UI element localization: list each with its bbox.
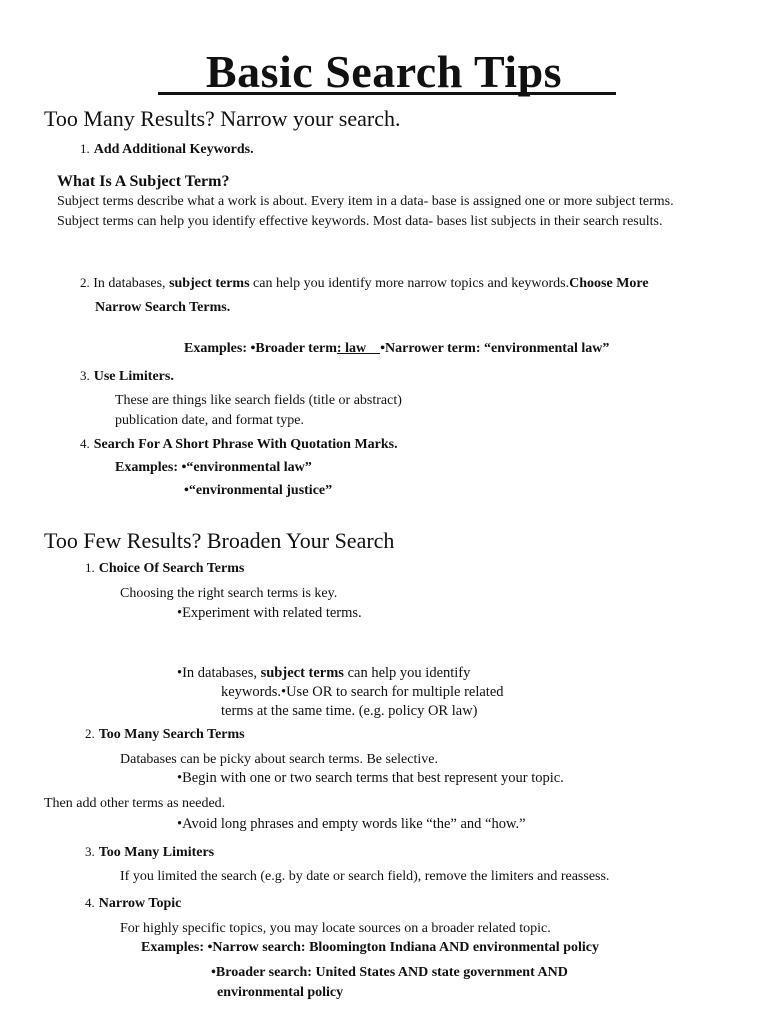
list-item [85, 725, 245, 744]
item-number: 2. [80, 275, 90, 290]
list-item [85, 843, 214, 862]
item-label: Use Limiters. [93, 369, 174, 384]
item-label: Add Additional Keywords. [93, 142, 254, 157]
bullet-text: •Avoid long phrases and empty words like “the” and “how.” [177, 816, 526, 832]
item-label: Choice Of Search Terms [98, 561, 245, 576]
item-number: 3. [85, 844, 95, 859]
examples-line: Examples: •“environmental law” [115, 460, 312, 475]
bullet-bold-text: subject terms [260, 665, 344, 681]
section-heading-broaden: Too Few Results? Broaden Your Search [44, 528, 395, 553]
title-underline [158, 92, 616, 95]
item-description: For highly specific topics, you may locate sources on a broader related topic. [120, 921, 551, 936]
bullet-text: •Begin with one or two search terms that best represent your topic. [177, 770, 564, 786]
item-number: 2. [85, 726, 95, 741]
item-bold-text: subject terms [169, 276, 250, 291]
bullet-text [177, 664, 470, 683]
examples-line: environmental policy [217, 985, 344, 1000]
bullet-text-part: •In databases, [177, 665, 261, 681]
item-label: Too Many Search Terms [98, 727, 245, 742]
list-item [80, 273, 649, 293]
item-description: publication date, and format type. [115, 413, 304, 428]
item-text: In databases, [93, 276, 170, 291]
item-label: Search For A Short Phrase With Quotation Marks. [93, 437, 398, 452]
item-description: Databases can be picky about search terms. Be selective. [120, 752, 438, 767]
item-label: Too Many Limiters [98, 845, 215, 860]
item-description: These are things like search fields (title or abstract) [115, 393, 402, 408]
item-description: If you limited the search (e.g. by date or search field), remove the limiters and reassess. [120, 869, 610, 884]
item-number: 3. [80, 368, 90, 383]
item-label: Narrow Topic [98, 896, 182, 911]
examples-label: Examples: •Broader term [184, 341, 337, 356]
item-number: 1. [80, 141, 90, 156]
bullet-continuation: keywords.•Use OR to search for multiple related [221, 684, 504, 700]
subject-term-heading: What Is A Subject Term? [57, 173, 230, 190]
bullet-continuation: terms at the same time. (e.g. policy OR law) [221, 703, 478, 719]
page-title: Basic Search Tips [205, 46, 563, 97]
list-item [85, 559, 244, 578]
examples-line: •Broader search: United States AND state government AND [211, 965, 568, 980]
subject-term-paragraph: Subject terms describe what a work is about. Every item in a data- base is assigned one or more subject terms. Subject terms can help you identify effective keywords. Most data- bases list subjects in their search results. [57, 194, 674, 229]
list-item [80, 367, 174, 386]
list-item [85, 894, 181, 913]
item-number: 4. [80, 436, 90, 451]
item-bold-text: Choose More [569, 276, 649, 291]
item-description: Choosing the right search terms is key. [120, 586, 338, 601]
item-continuation: Narrow Search Terms. [95, 300, 231, 315]
examples-line [184, 339, 609, 358]
bullet-text-part: can help you identify [343, 665, 471, 681]
examples-line: •“environmental justice” [184, 483, 333, 498]
examples-line: Examples: •Narrow search: Bloomington Indiana AND environmental policy [141, 940, 599, 955]
item-description: Then add other terms as needed. [44, 796, 226, 811]
examples-text: •Narrower term: “environmental law” [380, 341, 610, 356]
item-text: can help you identify more narrow topics and keywords. [249, 276, 570, 291]
bullet-text: •Experiment with related terms. [177, 605, 362, 621]
section-heading-narrow: Too Many Results? Narrow your search. [44, 106, 401, 131]
item-number: 1. [85, 560, 95, 575]
item-number: 4. [85, 895, 95, 910]
underlined-term: : law [336, 341, 381, 356]
list-item [80, 140, 254, 159]
list-item [80, 435, 398, 454]
